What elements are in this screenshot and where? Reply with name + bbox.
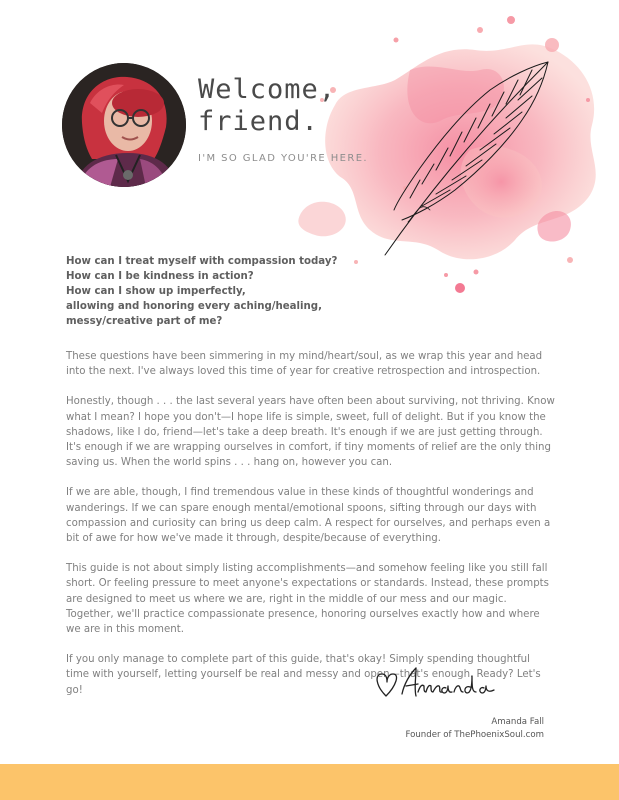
question-line: How can I treat myself with compassion today? bbox=[66, 256, 338, 267]
heart-icon bbox=[377, 674, 396, 696]
paragraph: Honestly, though . . . the last several years have often been about surviving, not thriving. Know what I mean? I hope you don't—I hope life is simple, sweet, full of delight. But if you know the shadows, like I do, friend—let's take a deep breath. It's enough if we are just getting through. It's enough if we are wrapping ourselves in comfort, if tiny moments of relief are the only thing saving us. When the world spins . . . hang on, however you can. bbox=[66, 396, 555, 469]
paragraph: If you only manage to complete part of this guide, that's okay! Simply spending thoughtful time with yourself, letting yourself be real and messy and open—that's enough. Ready? Let's go! bbox=[66, 654, 541, 696]
signature-role: Founder of ThePhoenixSoul.com bbox=[405, 730, 544, 740]
author-avatar bbox=[62, 63, 186, 187]
question-line: How can I be kindness in action? bbox=[66, 271, 254, 282]
question-line: How can I show up imperfectly, bbox=[66, 286, 246, 297]
title-line-2: friend. bbox=[198, 106, 319, 137]
paragraph: This guide is not about simply listing accomplishments—and somehow feeling like you still fall short. Or feeling pressure to meet anyone's expectations or standards. Instead, these prompts are designed to meet us where we are, right in the middle of our mess and our magic. Together, we'll practice compassionate presence, honoring ourselves exactly how and where we are in this moment. bbox=[66, 563, 549, 636]
question-line: allowing and honoring every aching/healing, bbox=[66, 301, 322, 312]
reflection-questions bbox=[66, 254, 366, 329]
page-title bbox=[198, 74, 336, 138]
handwritten-signature bbox=[372, 656, 502, 706]
title-line-1: Welcome, bbox=[198, 74, 337, 105]
page-subtitle: I'M SO GLAD YOU'RE HERE. bbox=[198, 153, 369, 164]
footer-bar bbox=[0, 764, 619, 800]
paragraph: If we are able, though, I find tremendous value in these kinds of thoughtful wonderings and wanderings. If we can spare enough mental/emotional spoons, sifting through our days with compassion and curiosity can bring us deep calm. A respect for ourselves, and perhaps even a bit of awe for how we've made it through, despite/because of everything. bbox=[66, 487, 551, 545]
question-line: messy/creative part of me? bbox=[66, 316, 223, 327]
paragraph: These questions have been simmering in my mind/heart/soul, as we wrap this year and head into the next. I've always loved this time of year for creative retrospection and introspection. bbox=[66, 351, 543, 378]
signature-name: Amanda Fall bbox=[491, 717, 544, 727]
author-photo bbox=[62, 63, 186, 187]
